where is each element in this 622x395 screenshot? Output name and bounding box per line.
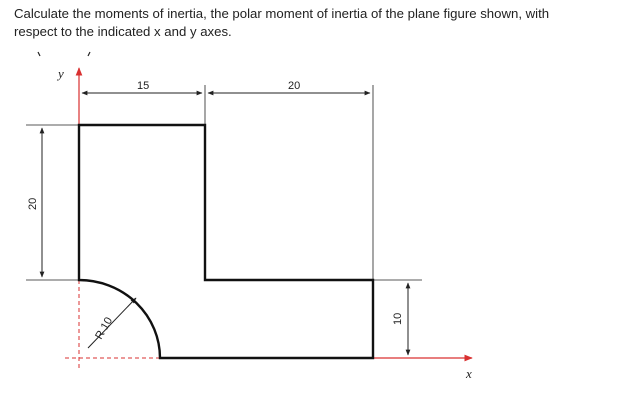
tick-mark (38, 52, 40, 56)
radius-label: R 10 (93, 315, 116, 342)
dimension-label-20-left: 20 (27, 197, 39, 210)
x-axis-label: x (466, 366, 472, 381)
dimension-label-20-top: 20 (288, 80, 301, 92)
dimension-label-10-right: 10 (392, 312, 404, 325)
tick-mark (88, 52, 90, 56)
y-axis-label: y (58, 66, 64, 81)
problem-line-1: Calculate the moments of inertia, the polar moment of inertia of the plane figure shown, with (14, 6, 550, 21)
figure-outline (79, 125, 373, 358)
problem-line-2: respect to the indicated x and y axes. (14, 24, 232, 39)
dimension-label-15: 15 (137, 80, 150, 92)
